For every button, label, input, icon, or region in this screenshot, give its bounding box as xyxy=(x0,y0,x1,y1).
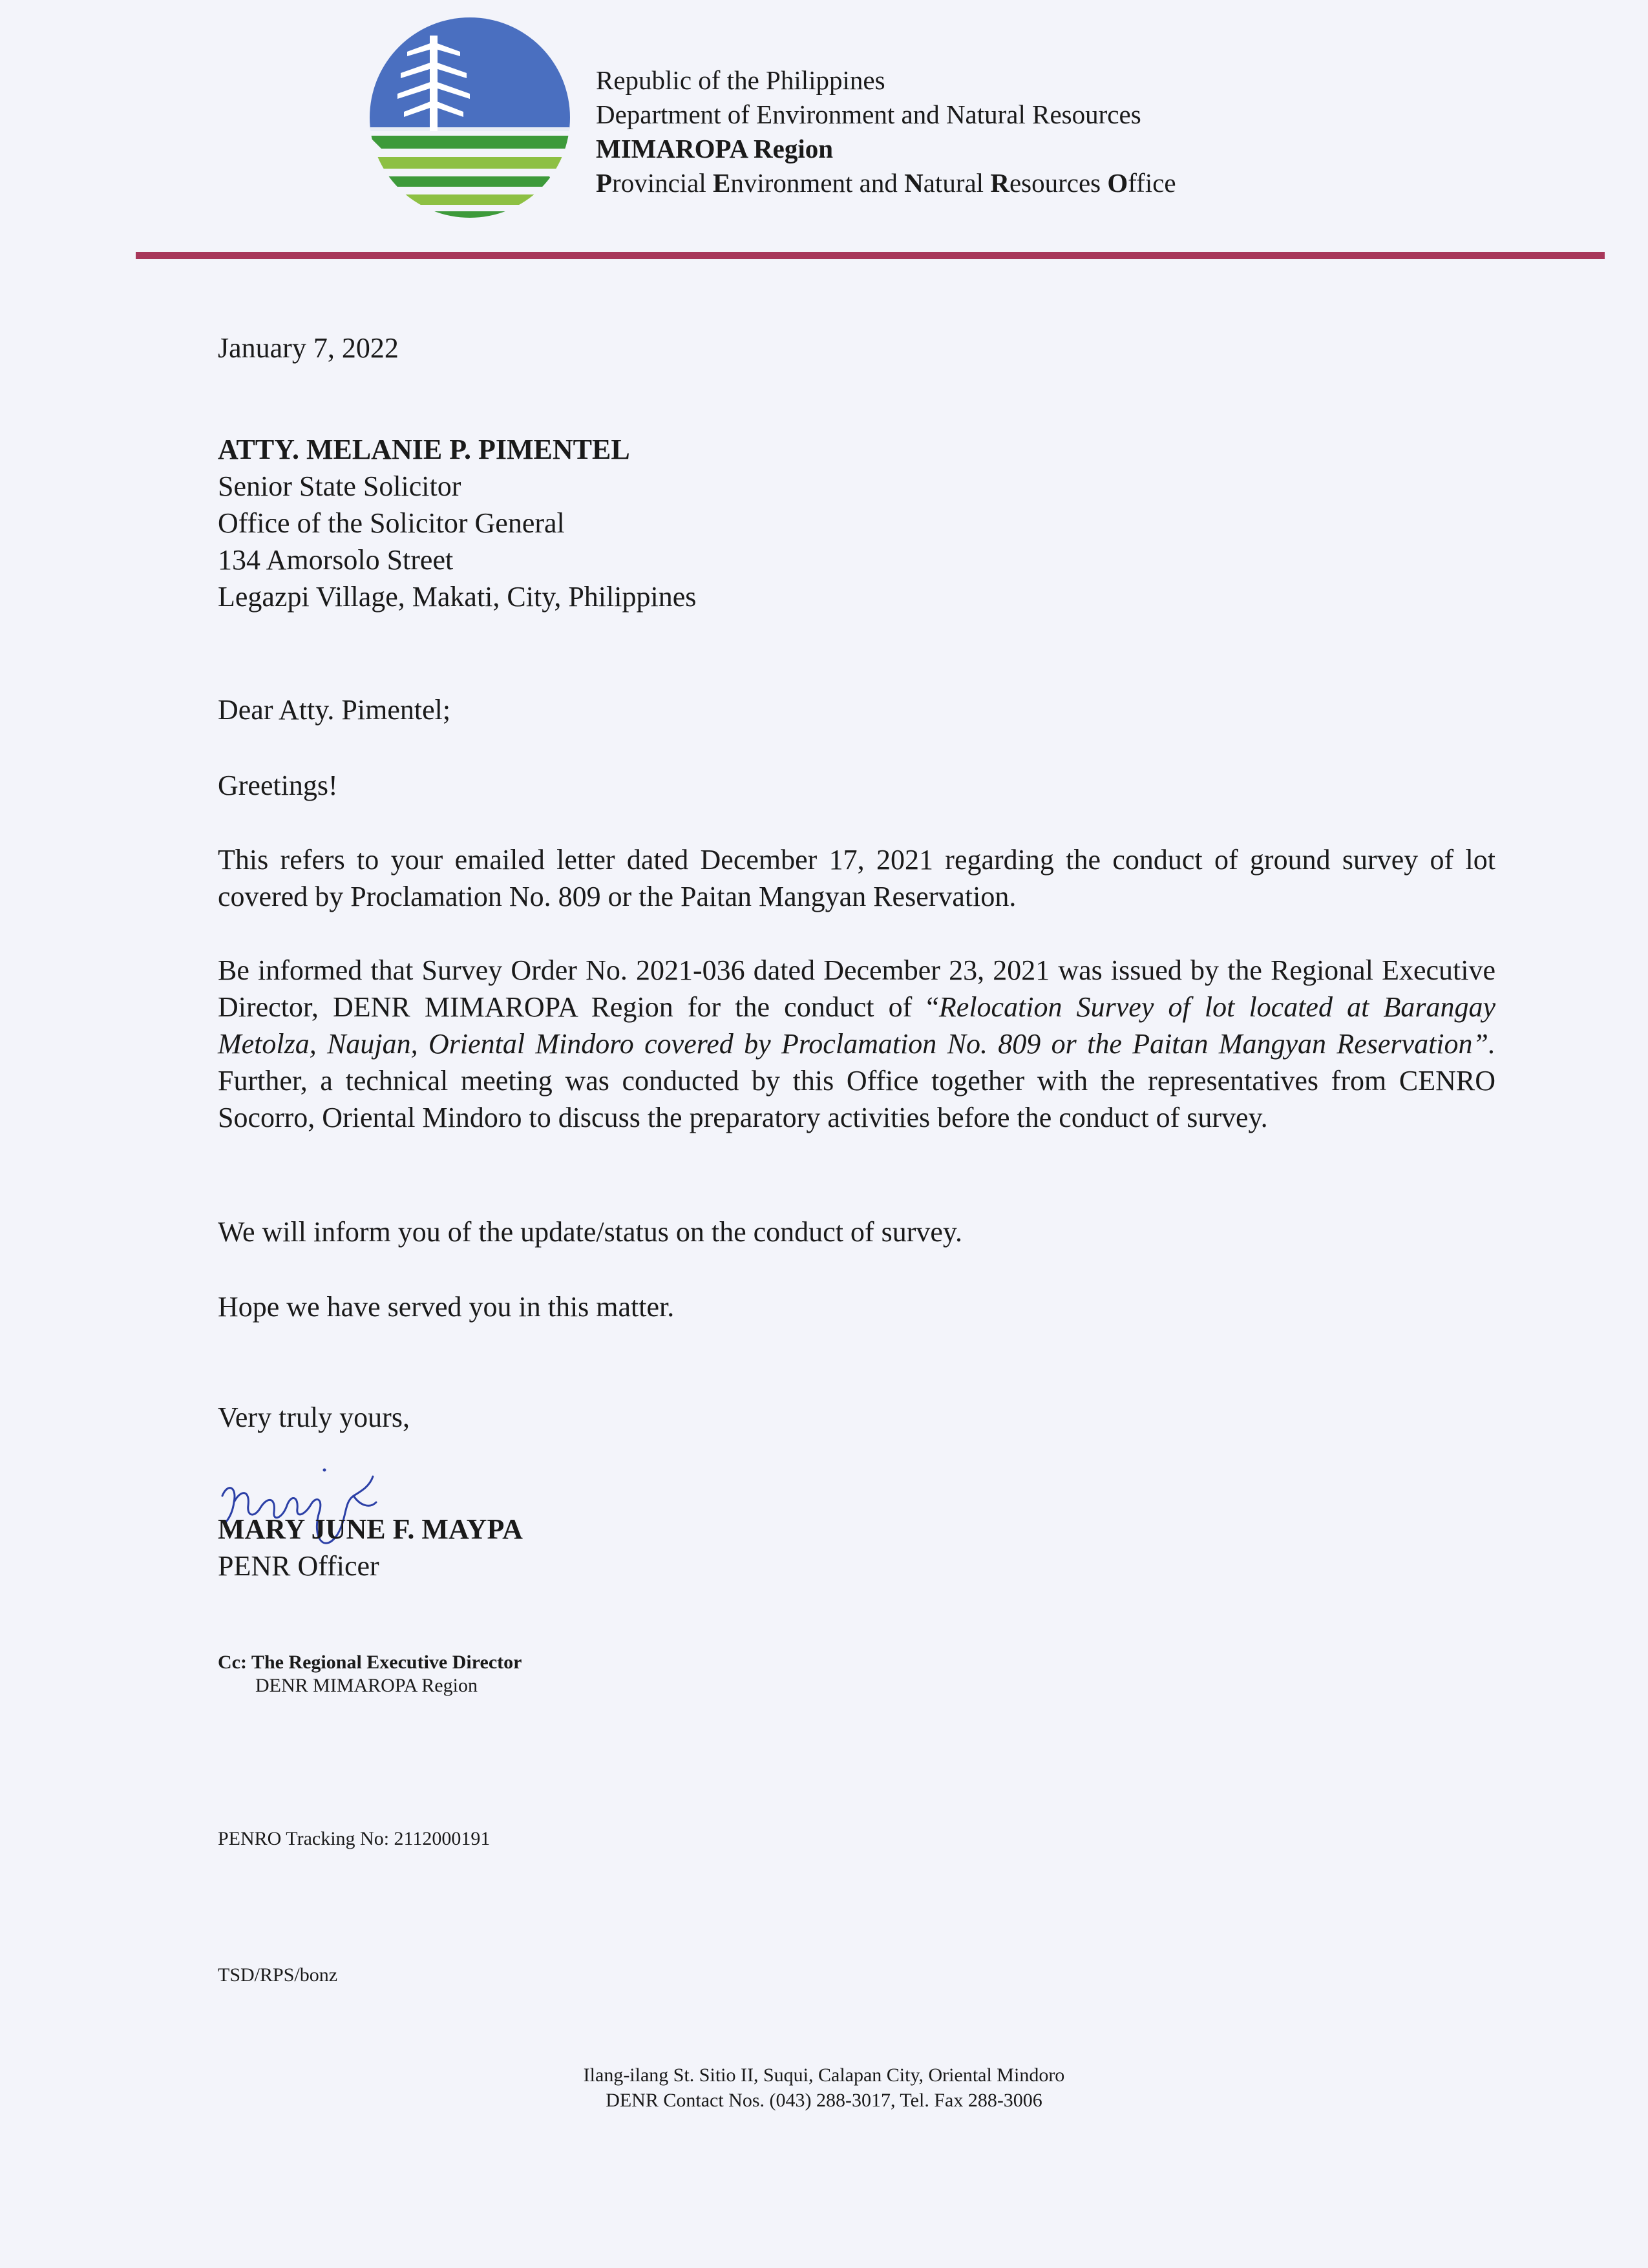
denr-logo-icon xyxy=(368,16,572,220)
salutation: Dear Atty. Pimentel; xyxy=(218,694,451,726)
body-paragraph-3: We will inform you of the update/status on the conduct of survey. xyxy=(218,1216,963,1248)
footer-address: Ilang-ilang St. Sitio II, Suqui, Calapan City, Oriental Mindoro xyxy=(583,2064,1065,2086)
recipient-title: Senior State Solicitor xyxy=(218,470,461,502)
body-paragraph-1: This refers to your emailed letter dated December 17, 2021 regarding the conduct of ground survey of lot covered by Proclamation No. 809 or the Paitan Mangyan Reservation. xyxy=(218,844,1495,912)
body-paragraph-4: Hope we have served you in this matter. xyxy=(218,1291,675,1323)
recipient-office: Office of the Solicitor General xyxy=(218,507,565,539)
greeting: Greetings! xyxy=(218,770,338,801)
letter-date: January 7, 2022 xyxy=(218,332,399,364)
body-paragraph-2: Be informed that Survey Order No. 2021-036 dated December 23, 2021 was issued by the Regional Executive Director, DENR MIMAROPA Region for the conduct of “Relocation Survey of lot located at Barangay Metolza, Naujan, Oriental Mindoro covered by Proclamation No. 809 or the Paitan Mangyan Reservation”. Further, a technical meeting was conducted by this Office together with the representatives from CENRO Socorro, Oriental Mindoro to discuss the preparatory activities before the conduct of survey. xyxy=(218,954,1495,1133)
recipient-name: ATTY. MELANIE P. PIMENTEL xyxy=(218,434,630,465)
signatory-name: MARY JUNE F. MAYPA xyxy=(218,1513,523,1545)
header-divider xyxy=(136,252,1605,259)
cc-office: DENR MIMAROPA Region xyxy=(255,1675,478,1696)
header-region: MIMAROPA Region xyxy=(596,134,834,163)
reference-initials: TSD/RPS/bonz xyxy=(218,1964,338,1986)
recipient-street: 134 Amorsolo Street xyxy=(218,544,454,576)
closing: Very truly yours, xyxy=(218,1402,410,1433)
header-department: Department of Environment and Natural Resources xyxy=(596,100,1141,129)
tracking-number: PENRO Tracking No: 2112000191 xyxy=(218,1828,491,1849)
header-republic: Republic of the Philippines xyxy=(596,65,885,95)
header-office: Provincial Environment and Natural Resources Office xyxy=(596,168,1176,198)
recipient-city: Legazpi Village, Makati, City, Philippines xyxy=(218,581,697,613)
cc-label: Cc: The Regional Executive Director xyxy=(218,1652,522,1673)
signatory-title: PENR Officer xyxy=(218,1550,379,1582)
footer-contact: DENR Contact Nos. (043) 288-3017, Tel. Fax 288-3006 xyxy=(606,2090,1042,2111)
